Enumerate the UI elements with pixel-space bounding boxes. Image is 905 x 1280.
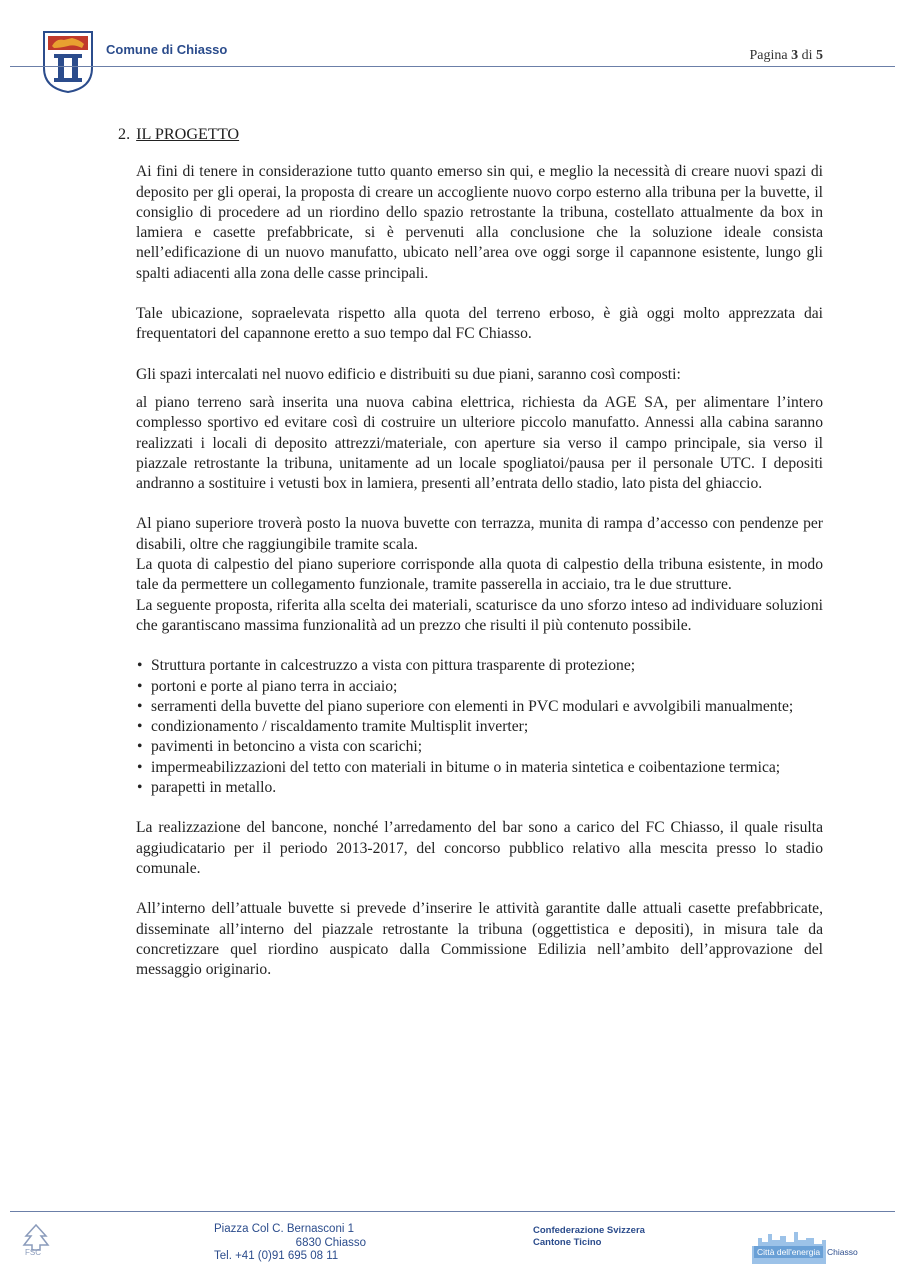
paragraph-6: La quota di calpestio del piano superiore corrisponde alla quota di calpestio della tribuna esistente, in modo tale da permettere un collegamento funzionale, tramite passerella in acciaio, tra le due strutture. xyxy=(136,556,823,594)
chiasso-coat-of-arms-icon xyxy=(42,30,94,94)
address-phone: Tel. +41 (0)91 695 08 11 xyxy=(214,1250,339,1262)
list-item-text: Struttura portante in calcestruzzo a vista con pittura trasparente di protezione; xyxy=(151,657,636,675)
town-name: Comune di Chiasso xyxy=(106,42,228,57)
address-street: Piazza Col C. Bernasconi 1 xyxy=(214,1223,354,1235)
paragraph-8: La realizzazione del bancone, nonché l’arredamento del bar sono a carico del FC Chiasso, il quale risulta aggiudicatario per il periodo 2013-2017, del concorso pubblico relativo alla mescita presso lo stadio comunale. xyxy=(136,819,823,877)
section-heading xyxy=(118,124,823,144)
list-item xyxy=(136,717,823,737)
paragraph-7: La seguente proposta, riferita alla scelta dei materiali, scaturisce da uno sforzo inteso ad individuare soluzioni che garantiscano massima funzionalità ad un prezzo che risulti il più contenuto possibile. xyxy=(136,596,823,634)
paragraph-5: Al piano superiore troverà posto la nuova buvette con terrazza, munita di rampa d’accesso con pendenze per disabili, oltre che raggiungibile tramite scala. xyxy=(136,515,823,553)
section-number: 2. xyxy=(118,125,131,143)
bullet-icon: • xyxy=(137,697,143,715)
list-item xyxy=(136,656,823,676)
page-current: 3 xyxy=(791,48,799,63)
list-item xyxy=(136,778,823,798)
energy-town: Chiasso xyxy=(827,1247,858,1257)
confederation-line: Confederazione Svizzera xyxy=(533,1225,645,1236)
page-total: 5 xyxy=(816,48,823,63)
bullet-icon: • xyxy=(137,677,143,695)
list-item xyxy=(136,758,823,778)
list-item-text: pavimenti in betoncino a vista con scarichi; xyxy=(151,738,423,756)
header-rule xyxy=(10,66,895,67)
address-city: 6830 Chiasso xyxy=(295,1236,366,1249)
list-item xyxy=(136,737,823,757)
list-item xyxy=(136,697,823,717)
list-item-text: condizionamento / riscaldamento tramite Multisplit inverter; xyxy=(151,718,529,736)
bullet-icon: • xyxy=(137,779,143,797)
page-word: Pagina xyxy=(749,48,788,63)
footer-confederation xyxy=(533,1225,645,1249)
page-number xyxy=(750,48,824,64)
bullet-icon: • xyxy=(137,657,143,675)
section-title: IL PROGETTO xyxy=(136,125,240,143)
footer-rule xyxy=(10,1211,895,1212)
list-item-text: parapetti in metallo. xyxy=(151,779,277,797)
list-item-text: portoni e porte al piano terra in acciaio; xyxy=(151,677,398,695)
list-item-text: serramenti della buvette del piano superiore con elementi in PVC modulari e avvolgibili manualmente; xyxy=(151,697,794,715)
paragraph-9: All’interno dell’attuale buvette si prevede d’inserire le attività garantite dalle attuali casette prefabbricate, disseminate all’interno del piazzale retrostante la tribuna (oggettistica e depositi), in misura tale da concretizzare quel riordino auspicato dalla Commissione Edilizia nell’ambito dell’approvazione del messaggio originario. xyxy=(136,900,823,979)
materials-list xyxy=(136,656,823,798)
bullet-icon: • xyxy=(137,718,143,736)
energy-label: Città dell'energia xyxy=(754,1246,823,1258)
bullet-icon: • xyxy=(137,758,143,776)
paragraph-4: al piano terreno sarà inserita una nuova cabina elettrica, richiesta da AGE SA, per alimentare l’intero complesso sportivo ed evitare così di costruire un ulteriore piccolo manufatto. Annessi alla cabina saranno realizzati i locali di deposito attrezzi/materiale, con aperture sia verso il campo principale, sia verso il piazzale retrostante la tribuna, unitamente ad un locale spogliatoi/pausa per il personale UTC. I depositi andranno a sostituire i vetusti box in lamiera, presenti all’entrata dello stadio, lato pista del ghiaccio. xyxy=(136,393,823,493)
page-of: di xyxy=(801,48,813,63)
paragraph-1: Ai fini di tenere in considerazione tutto quanto emerso sin qui, e meglio la necessità di creare nuovi spazi di deposito per gli operai, la proposta di creare un accogliente nuovo corpo esterno alla tribuna per la buvette, il consiglio di procedere ad un riordino dello spazio retrostante la tribuna, costellato attualmente da box in lamiera e casette prefabbricate, si è pervenuti alla conclusione che la soluzione ideale consista nell’edificazione di un nuovo manufatto, ubicato nell’area ove oggi sorge il capannone esistente, lungo gli spalti adiacenti alla zona delle casse principali. xyxy=(136,163,823,282)
list-item xyxy=(136,677,823,697)
footer-address xyxy=(214,1223,366,1264)
list-item-text: impermeabilizzazioni del tetto con materiali in bitume o in materia sintetica e coibentazione termica; xyxy=(151,758,781,776)
paragraph-2: Tale ubicazione, sopraelevata rispetto alla quota del terreno erboso, è già oggi molto apprezzata dai frequentatori del capannone eretto a suo tempo dal FC Chiasso. xyxy=(136,305,823,343)
paragraph-3: Gli spazi intercalati nel nuovo edificio e distribuiti su due piani, saranno così composti: xyxy=(136,365,681,383)
canton-line: Cantone Ticino xyxy=(533,1237,602,1248)
document-body xyxy=(118,124,823,1000)
bullet-icon: • xyxy=(137,738,143,756)
fsc-label: FSC xyxy=(25,1248,41,1257)
